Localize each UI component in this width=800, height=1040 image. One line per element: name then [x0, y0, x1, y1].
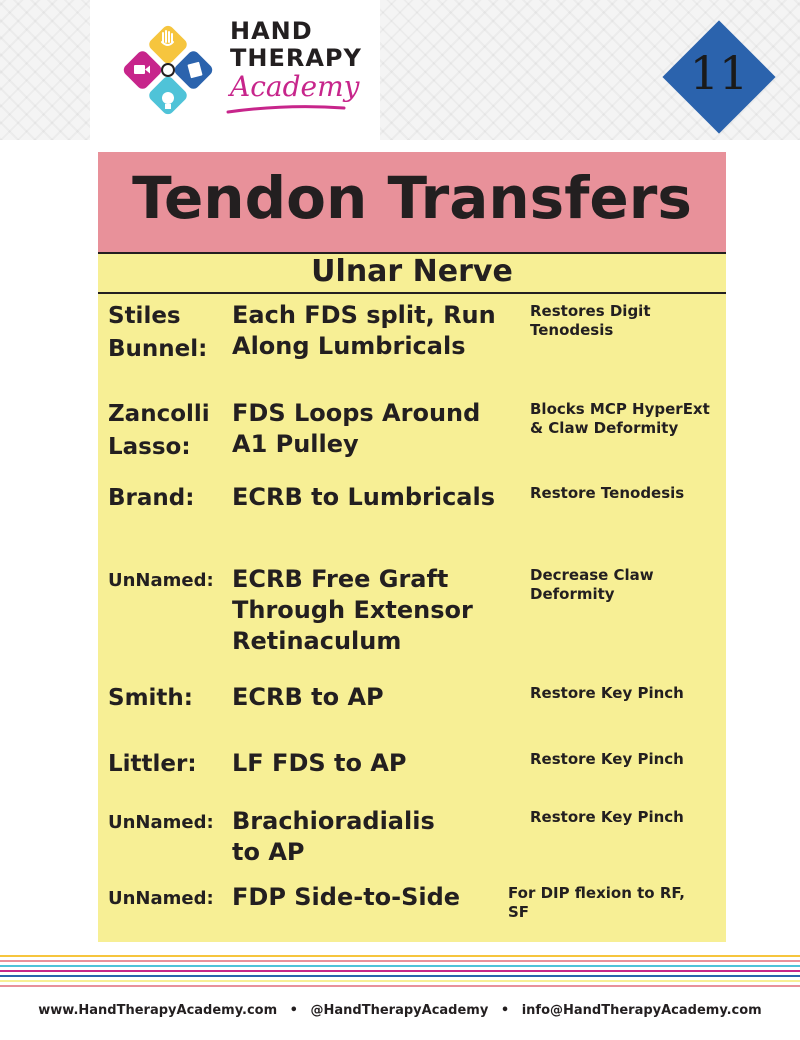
row-purpose: Decrease Claw Deformity [530, 566, 654, 603]
footer-handle: @HandTherapyAcademy [310, 1003, 489, 1018]
subtitle-divider [98, 292, 726, 294]
row-procedure: ECRB to AP [232, 683, 384, 711]
row-procedure: LF FDS to AP [232, 749, 407, 777]
row-purpose: Restore Tenodesis [530, 484, 685, 502]
footer-stripes [0, 955, 800, 989]
title-band [98, 152, 726, 254]
row-procedure: Each FDS split, Run Along Lumbricals [232, 301, 496, 360]
row-purpose: Restores Digit Tenodesis [530, 302, 651, 339]
brand-line-2: THERAPY [230, 44, 362, 72]
page-number-badge [662, 20, 776, 134]
section-subtitle: Ulnar Nerve [311, 254, 513, 289]
row-procedure: FDS Loops Around A1 Pulley [232, 399, 481, 458]
row-purpose: Restore Key Pinch [530, 750, 684, 768]
footer-website: www.HandTherapyAcademy.com [38, 1003, 278, 1018]
row-procedure: ECRB Free Graft Through Extensor Retinaculum [232, 565, 473, 655]
row-purpose: Blocks MCP HyperExt & Claw Deformity [530, 400, 710, 437]
row-name: UnNamed: [108, 812, 214, 833]
row-name: UnNamed: [108, 888, 214, 909]
page-title: Tendon Transfers [132, 164, 692, 232]
row-procedure: FDP Side-to-Side [232, 883, 461, 911]
footer-separator: • [289, 1003, 298, 1018]
row-name: Zancolli Lasso: [108, 401, 210, 460]
row-name: Stiles Bunnel: [108, 303, 208, 362]
footer-email: info@HandTherapyAcademy.com [521, 1003, 762, 1018]
brand-line-1: HAND [230, 17, 313, 45]
row-procedure: Brachioradialis to AP [232, 807, 435, 866]
row-name: Littler: [108, 751, 197, 777]
page-number: 11 [689, 46, 749, 100]
row-name: Smith: [108, 685, 193, 711]
row-purpose: For DIP flexion to RF, SF [508, 884, 685, 921]
content-card [98, 152, 726, 942]
row-name: Brand: [108, 485, 195, 511]
row-purpose: Restore Key Pinch [530, 808, 684, 826]
brand-swoosh [226, 102, 346, 116]
logo-mark [116, 18, 220, 122]
row-procedure: ECRB to Lumbricals [232, 483, 496, 511]
logo [90, 0, 380, 140]
row-purpose: Restore Key Pinch [530, 684, 684, 702]
footer-separator: • [500, 1003, 510, 1018]
footer-contact [0, 1003, 800, 1018]
brand-line-3: Academy [230, 70, 360, 103]
row-name: UnNamed: [108, 570, 214, 591]
